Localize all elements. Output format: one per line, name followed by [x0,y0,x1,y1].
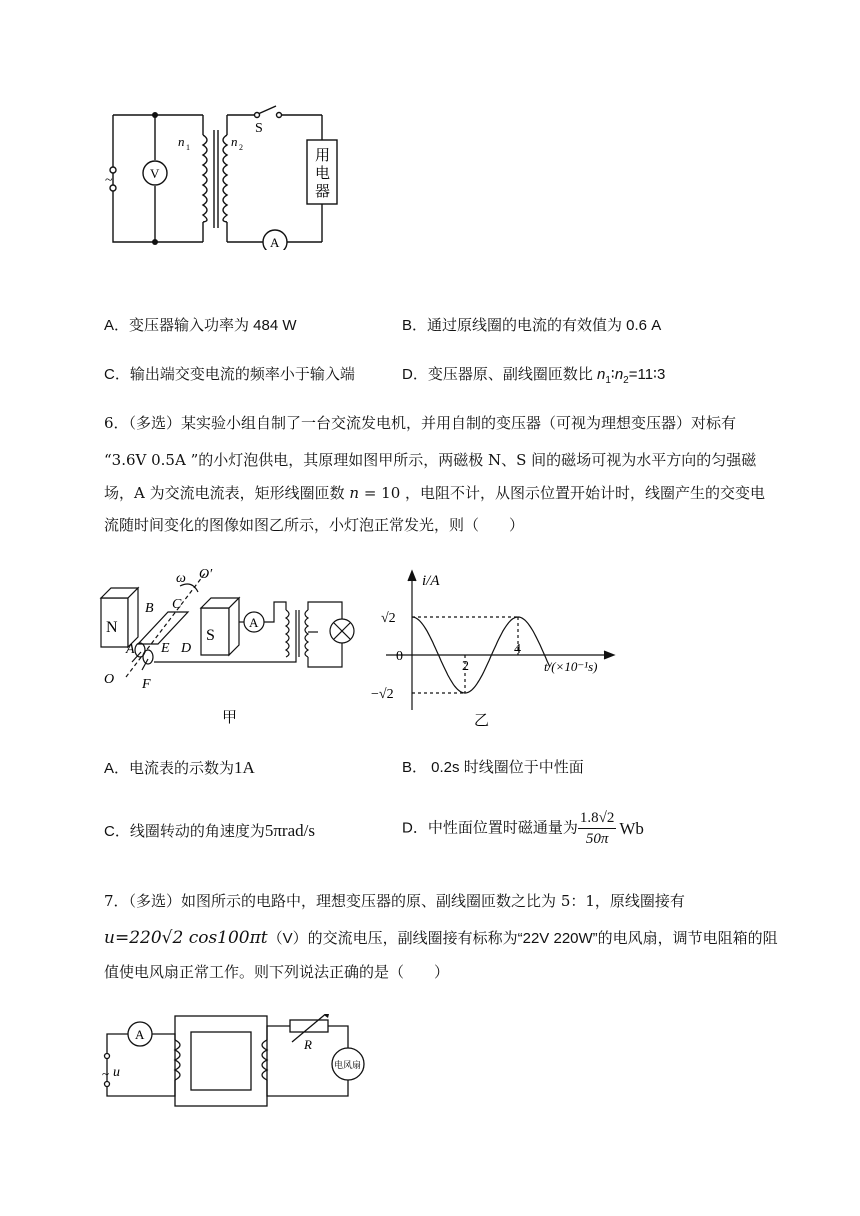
svg-text:n: n [231,134,238,149]
svg-text:C: C [172,597,182,612]
svg-text:S: S [206,627,215,644]
svg-text:1: 1 [186,143,190,152]
generator-figure [96,562,356,727]
svg-text:F: F [142,677,151,692]
svg-text:D: D [181,641,192,656]
q6-stem-line3: 场，A 为交流电流表，矩形线圈匝数 n = 10 ，电阻不计，从图示位置开始计时，线圈产生的交变电 [104,484,766,502]
q5-option-d[interactable]: D．变压器原、副线圈匝数比 $n_1∶n_2=11∶3$ [402,366,666,386]
svg-text:0: 0 [396,649,403,664]
fan-label: 电风扇 [334,1060,362,1070]
svg-text:u: u [113,1065,120,1080]
svg-text:A: A [135,1027,145,1042]
q6-option-c[interactable]: C．线圈转动的角速度为5πrad/s [104,821,315,840]
svg-text:−√2: −√2 [371,687,394,702]
q6-stem-line4: 流随时间变化的图像如图乙所示，小灯泡正常发光，则（ ） [104,516,525,534]
source-symbol: ~ [105,173,113,188]
q5-option-b[interactable]: B．通过原线圈的电流的有效值为 0.6 A [402,317,662,334]
svg-text:O: O [104,672,115,687]
svg-text:t/(×10⁻¹s): t/(×10⁻¹s) [544,659,598,674]
load-char-2: 电 [315,166,331,182]
q7-stem-line1: 7．（多选）如图所示的电路中，理想变压器的原、副线圈匝数之比为 5：1，原线圈接有 [104,892,685,910]
q5-option-a[interactable]: A．变压器输入功率为 484 W [104,317,297,334]
q7-stem-line2: u=220√2 cos100πt（V）的交流电压，副线圈接有标称为“22V 220W”的电风扇，调节电阻箱的阻 [104,928,778,948]
svg-text:E: E [161,641,170,656]
svg-text:R: R [304,1037,312,1052]
q5-option-c[interactable]: C．输出端交变电流的频率小于输入端 [104,366,355,383]
q6-option-a[interactable]: A．电流表的示数为1A [104,758,255,777]
svg-text:2: 2 [462,659,469,674]
svg-text:A: A [126,642,135,657]
load-char-1: 用 [315,148,331,164]
svg-text:i/A: i/A [422,573,440,589]
load-char-3: 器 [315,184,331,200]
q7-stem-line3: 值使电风扇正常工作。则下列说法正确的是（ ） [104,963,450,981]
voltmeter-label: V [150,166,160,181]
svg-text:ω: ω [176,571,186,586]
figure-jia-caption: 甲 [222,710,238,726]
q6-option-b[interactable]: B． 0.2s 时线圈位于中性面 [402,759,584,776]
svg-text:B: B [145,601,154,616]
svg-text:A: A [249,615,259,630]
svg-text:~: ~ [102,1066,110,1081]
svg-text:N: N [106,619,118,636]
svg-text:2: 2 [239,143,243,152]
transformer-circuit-figure [100,100,340,250]
q6-stem-line1: 6．（多选）某实验小组自制了一台交流发电机，并用自制的变压器（可视为理想变压器）对标有 [104,414,737,432]
ammeter-label: A [270,235,280,250]
q6-option-d[interactable]: D．中性面位置时磁通量为 $\frac{1.8√2}{50\pi}$ Wb [402,810,644,847]
fan-circuit-figure [100,1014,390,1114]
q6-stem-line2: “3.6V 0.5A ”的小灯泡供电，其原理如图甲所示，两磁极 N、S 间的磁场可视为水平方向的匀强磁 [104,451,757,469]
svg-text:√2: √2 [381,611,396,626]
svg-text:n: n [178,134,185,149]
figure-yi-caption: 乙 [474,713,490,729]
switch-label: S [255,121,263,136]
svg-text:4: 4 [514,642,521,657]
current-time-graph [366,565,626,730]
svg-text:O′: O′ [199,567,213,582]
